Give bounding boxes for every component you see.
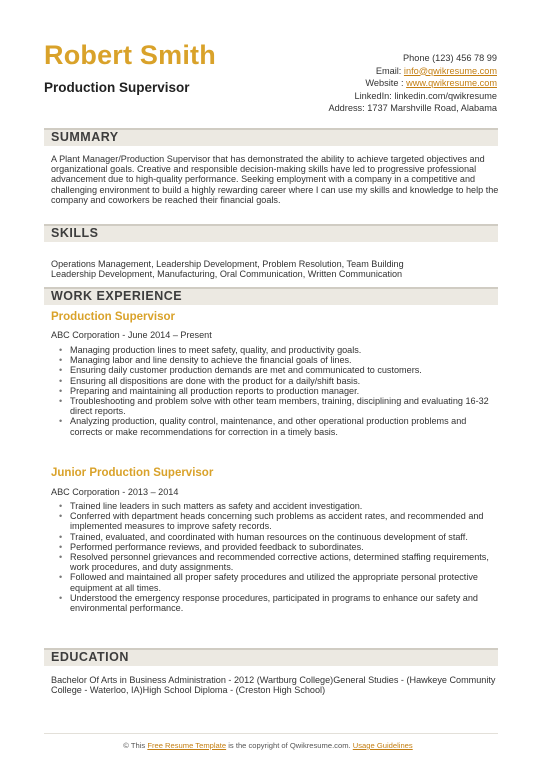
website-link[interactable]: www.qwikresume.com — [406, 78, 497, 89]
list-item: • Ensuring all dispositions are done with the product for a daily/shift basis. — [58, 376, 498, 386]
education-text: Bachelor Of Arts in Business Administration - 2012 (Wartburg College)General Studies - (Hawkeye Community College - Waterloo, IA)High School Diploma - (Creston High School) — [51, 675, 496, 696]
experience-section-header — [44, 287, 498, 305]
footer-prefix: © This — [123, 741, 146, 750]
summary-heading: SUMMARY — [51, 130, 119, 144]
phone-value: (123) 456 78 99 — [432, 53, 497, 63]
linkedin-value: linkedin.com/qwikresume — [394, 90, 497, 101]
footer-divider — [44, 733, 498, 734]
email-label: Email: — [375, 65, 402, 76]
footer-copyright: is the copyright of Qwikresume.com. — [228, 741, 351, 750]
job-bullets — [58, 501, 498, 613]
skills-list — [51, 259, 499, 279]
address-label: Address: — [328, 103, 365, 114]
list-item: • Performed performance reviews, and provided feedback to subordinates. — [58, 542, 498, 552]
summary-section-header — [44, 128, 498, 146]
job-meta: ABC Corporation - June 2014 – Present — [51, 330, 212, 340]
list-item: • Troubleshooting and problem solve with other team members, training, disciplining and evaluating 16-32 direct reports. — [58, 396, 498, 416]
job-title: Production Supervisor — [51, 311, 175, 323]
skills-line: Leadership Development, Manufacturing, Oral Communication, Written Communication — [51, 269, 403, 280]
footer — [0, 741, 536, 750]
list-item: • Understood the emergency response procedures, participated in programs to enhance our safety and environmental performance. — [58, 593, 498, 613]
list-item: • Analyzing production, quality control, maintenance, and other operational production problems and corrects or make recommendations for correction in a timely basis. — [58, 416, 498, 436]
free-resume-template-link[interactable]: Free Resume Template — [147, 741, 227, 750]
candidate-name: Robert Smith — [44, 40, 216, 70]
contact-address — [328, 102, 497, 115]
contact-phone — [328, 52, 497, 65]
candidate-title: Production Supervisor — [44, 80, 190, 95]
email-link[interactable]: info@qwikresume.com — [403, 65, 497, 76]
contact-block — [328, 52, 497, 115]
summary-text: A Plant Manager/Production Supervisor that has demonstrated the ability to achieve targeted objectives and organizational goals. Creative and responsible decision-making skills have led to progressive professional advancement due to high-quality performance. Seeking employment with a company in a competitive and challenging environment to build a highly rewarding career where I can use my skills and knowledge to help the company and coworkers be reached their financial goals. — [51, 154, 499, 205]
section-divider — [44, 224, 498, 226]
skills-section-header — [44, 224, 498, 242]
list-item: • Followed and maintained all proper safety procedures and utilized the appropriate personal protective equipment at all times. — [58, 572, 498, 592]
skills-line: Operations Management, Leadership Development, Problem Resolution, Team Building — [51, 259, 404, 269]
usage-guidelines-link[interactable]: Usage Guidelines — [352, 741, 413, 750]
list-item: • Trained line leaders in such matters as safety and accident investigation. — [58, 501, 498, 511]
website-label: Website : — [365, 78, 404, 89]
list-item: • Resolved personnel grievances and recommended corrective actions, determined staffing requirements, work procedures, and duty assignments. — [58, 552, 498, 572]
list-item: • Ensuring daily customer production demands are met and communicated to customers. — [58, 365, 498, 375]
phone-label: Phone — [402, 53, 430, 63]
list-item: • Managing production lines to meet safety, quality, and productivity goals. — [58, 345, 498, 355]
contact-website — [328, 77, 497, 90]
list-item: • Trained, evaluated, and coordinated with human resources on the continuous development of staff. — [58, 532, 498, 542]
experience-heading: WORK EXPERIENCE — [51, 289, 183, 303]
contact-linkedin — [328, 90, 497, 103]
contact-email — [328, 65, 497, 78]
list-item: • Preparing and maintaining all production reports to production manager. — [58, 386, 498, 396]
job-title: Junior Production Supervisor — [51, 467, 214, 479]
education-heading: EDUCATION — [51, 650, 129, 664]
list-item: • Conferred with department heads concerning such problems as accident rates, and recommended and implemented measures to improve safety records. — [58, 511, 498, 531]
job-meta: ABC Corporation - 2013 – 2014 — [51, 487, 179, 497]
linkedin-label: LinkedIn: — [354, 90, 392, 101]
job-bullets — [58, 345, 498, 437]
skills-heading: SKILLS — [51, 226, 99, 240]
list-item: • Managing labor and line density to achieve the financial goals of lines. — [58, 355, 498, 365]
address-value: 1737 Marshville Road, Alabama — [367, 103, 497, 114]
education-section-header — [44, 648, 498, 666]
